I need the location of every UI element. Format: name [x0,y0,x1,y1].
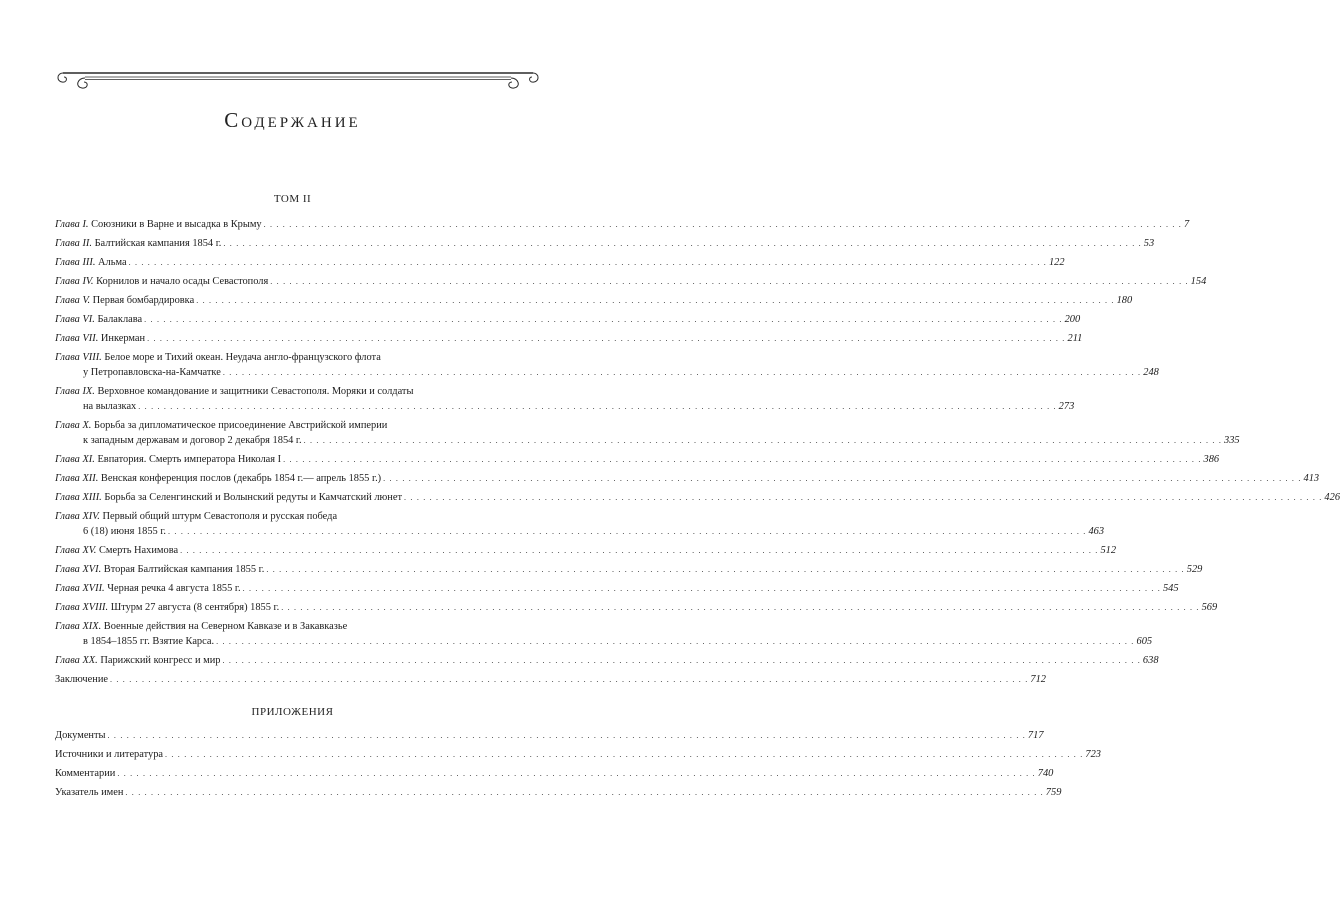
chapter-title-continued: в 1854–1855 гг. Взятие Карса. [83,636,215,647]
chapter-label: Глава III. [55,257,99,268]
dot-leader [196,293,1114,308]
chapter-title: Венская конференция послов (декабрь 1854 г.— апрель 1855 г.) [100,473,382,484]
entry-text [55,543,178,558]
toc-line [55,728,1044,743]
toc-entry-appendix [55,728,1044,743]
toc-line [55,255,1065,270]
entry-text [55,236,221,251]
toc-line [55,452,1220,467]
toc-line [83,433,1240,448]
entry-text [55,562,264,577]
entry-text [83,524,166,539]
toc-line [55,236,1155,251]
chapter-label: Глава IV. [55,276,97,287]
entry-text [83,399,136,414]
page-number: 512 [1100,545,1117,556]
chapter-label: Глава XV. [55,545,99,556]
appendix-title: Документы [55,730,106,741]
chapter-title: Военные действия на Северном Кавказе и в Закавказье [103,621,348,632]
chapter-label: Глава II. [55,238,95,249]
dot-leader [125,785,1043,800]
chapter-label: Глава XVII. [55,583,108,594]
entry-text [55,747,163,762]
toc-entry [55,653,1159,668]
conclusion-title: Заключение [55,674,108,685]
toc-line [55,350,489,365]
page-number: 335 [1224,435,1240,446]
chapter-title-continued: 6 (18) июня 1855 г. [83,526,167,537]
toc-line [55,672,1046,687]
chapter-label: Глава XVIII. [55,602,111,613]
page-number: 180 [1116,295,1133,306]
dot-leader [180,543,1098,558]
toc-line [55,490,1340,505]
chapter-label: Глава X. [55,420,94,431]
entry-text [55,785,123,800]
page-number: 463 [1088,526,1105,537]
toc-continuation [55,399,1075,414]
toc-entry [55,619,1153,649]
toc-entry [55,490,1340,505]
chapter-title: Первая бомбардировка [92,295,195,306]
toc-entry [55,384,1075,414]
page-number: 273 [1058,401,1075,412]
entry-text [55,452,281,467]
toc-line [55,509,489,524]
dot-leader [108,728,1026,743]
page-number: 545 [1162,583,1179,594]
dot-leader [243,581,1161,596]
toc-entry [55,293,1133,308]
chapter-title: Балаклава [97,314,143,325]
chapter-label: Глава VI. [55,314,98,325]
toc-line [55,274,1207,289]
toc-entry [55,312,1081,327]
entry-text [55,581,241,596]
chapter-title: Вторая Балтийская кампания 1855 г. [103,564,265,575]
toc-entry [55,509,1105,539]
toc-line [55,217,1190,232]
chapter-title: Первый общий штурм Севастополя и русская победа [102,511,338,522]
chapter-title: Черная речка 4 августа 1855 г. [107,583,241,594]
chapter-title: Смерть Нахимова [99,545,179,556]
chapter-label: Глава XI. [55,454,98,465]
chapter-title-continued: у Петропавловска-на-Камчатке [83,367,221,378]
toc-line [55,785,1062,800]
page-number: 413 [1303,473,1320,484]
toc-line [55,418,489,433]
toc-line [55,312,1081,327]
toc-continuation [55,524,1105,539]
toc-entry [55,471,1320,486]
appendix-list [55,728,1101,804]
entry-text [83,433,302,448]
dot-leader [383,471,1301,486]
page-number: 7 [1184,219,1190,230]
page-number: 712 [1030,674,1046,685]
dot-leader [223,236,1141,251]
toc-entry-conclusion [55,672,1046,687]
toc-line [83,524,1105,539]
page-number: 386 [1203,454,1220,465]
toc-continuation [55,433,1240,448]
toc-continuation [55,634,1153,649]
page-number: 740 [1037,768,1054,779]
entry-text [55,728,106,743]
ornamental-header-rule [55,63,541,103]
toc-line [83,365,1159,380]
page-number: 211 [1067,333,1083,344]
dot-leader [223,653,1141,668]
entry-text [83,634,214,649]
toc-entry [55,543,1117,558]
entry-text [55,490,402,505]
page-title: Содержание [224,108,361,132]
chapter-label: Глава IX. [55,386,98,397]
toc-line [55,619,489,634]
dot-leader [216,634,1134,649]
page-number: 569 [1201,602,1218,613]
page-number: 723 [1085,749,1101,760]
toc-line [83,634,1153,649]
toc-entry [55,581,1179,596]
toc-line [55,543,1117,558]
volume-heading: ТОМ II [273,193,312,205]
toc-entry-appendix [55,785,1062,800]
toc-entry [55,418,1240,448]
dot-leader [165,747,1083,762]
page-number: 248 [1143,367,1159,378]
chapter-title: Белое море и Тихий океан. Неудача англо-французского флота [104,352,381,363]
chapter-title: Евпатория. Смерть императора Николая I [97,454,282,465]
toc-line [55,766,1054,781]
chapter-title: Верховное командование и защитники Севастополя. Моряки и солдаты [97,386,414,397]
entry-text [55,471,381,486]
toc-line [83,399,1075,414]
chapter-label: Глава V. [55,295,93,306]
dot-leader [223,365,1141,380]
toc-line [55,581,1179,596]
chapter-title: Инкерман [100,333,146,344]
chapter-title: Союзники в Варне и высадка в Крыму [91,219,262,230]
chapter-title: Парижский конгресс и мир [100,655,221,666]
toc-line [55,747,1101,762]
toc-entry [55,600,1218,615]
toc-entry [55,350,1159,380]
chapter-title: Борьба за Селенгинский и Волынский редуты и Камчатский люнет [104,492,403,503]
entry-text [55,766,115,781]
chapter-label: Глава VIII. [55,352,105,363]
chapter-title: Корнилов и начало осады Севастополя [96,276,269,287]
entry-text [55,672,108,687]
chapter-label: Глава XII. [55,473,101,484]
dot-leader [281,600,1199,615]
dot-leader [283,452,1201,467]
dot-leader [168,524,1086,539]
chapter-title-continued: к западным державам и договор 2 декабря 1854 г. [83,435,302,446]
dot-leader [304,433,1222,448]
appendix-heading: ПРИЛОЖЕНИЯ [251,706,334,718]
toc-line [55,653,1159,668]
page-number: 122 [1048,257,1065,268]
chapter-label: Глава I. [55,219,92,230]
entry-text [83,365,221,380]
entry-text [55,600,279,615]
toc-entry [55,562,1203,577]
chapter-label: Глава VII. [55,333,101,344]
toc-entry-appendix [55,766,1054,781]
toc-line [55,471,1320,486]
chapter-list [55,217,1340,691]
toc-line [55,562,1203,577]
toc-entry-appendix [55,747,1101,762]
entry-text [55,312,142,327]
chapter-title: Альма [98,257,127,268]
entry-text [55,217,262,232]
toc-entry [55,452,1220,467]
page-number: 638 [1142,655,1159,666]
toc-line [55,331,1083,346]
toc-continuation [55,365,1159,380]
chapter-title: Штурм 27 августа (8 сентября) 1855 г. [110,602,280,613]
dot-leader [144,312,1062,327]
appendix-title: Источники и литература [55,749,163,760]
entry-text [55,255,127,270]
dot-leader [147,331,1065,346]
dot-leader [270,274,1188,289]
toc-entry [55,236,1155,251]
dot-leader [266,562,1184,577]
appendix-title: Указатель имен [55,787,124,798]
entry-text [55,293,194,308]
toc-entry [55,331,1083,346]
chapter-title: Борьба за дипломатическое присоединение Австрийской империи [94,420,388,431]
page-number: 154 [1190,276,1207,287]
chapter-label: Глава XIV. [55,511,103,522]
page-number: 717 [1027,730,1044,741]
chapter-title-continued: на вылазках [83,401,137,412]
chapter-label: Глава XIII. [55,492,105,503]
toc-entry [55,255,1065,270]
dot-leader [264,217,1182,232]
chapter-label: Глава XIX. [55,621,104,632]
dot-leader [110,672,1028,687]
entry-text [55,274,268,289]
page-number: 426 [1324,492,1340,503]
toc-entry [55,217,1190,232]
page-number: 53 [1143,238,1155,249]
entry-text [55,653,221,668]
appendix-title: Комментарии [55,768,116,779]
chapter-title: Балтийская кампания 1854 г. [94,238,222,249]
toc-line [55,600,1218,615]
toc-line [55,384,489,399]
dot-leader [404,490,1322,505]
entry-text [55,331,145,346]
page-number: 529 [1186,564,1203,575]
dot-leader [138,399,1056,414]
dot-leader [117,766,1035,781]
dot-leader [129,255,1047,270]
page-number: 605 [1136,636,1153,647]
chapter-label: Глава XX. [55,655,101,666]
toc-entry [55,274,1207,289]
page-number: 200 [1064,314,1081,325]
toc-line [55,293,1133,308]
page-number: 759 [1045,787,1062,798]
chapter-label: Глава XVI. [55,564,104,575]
